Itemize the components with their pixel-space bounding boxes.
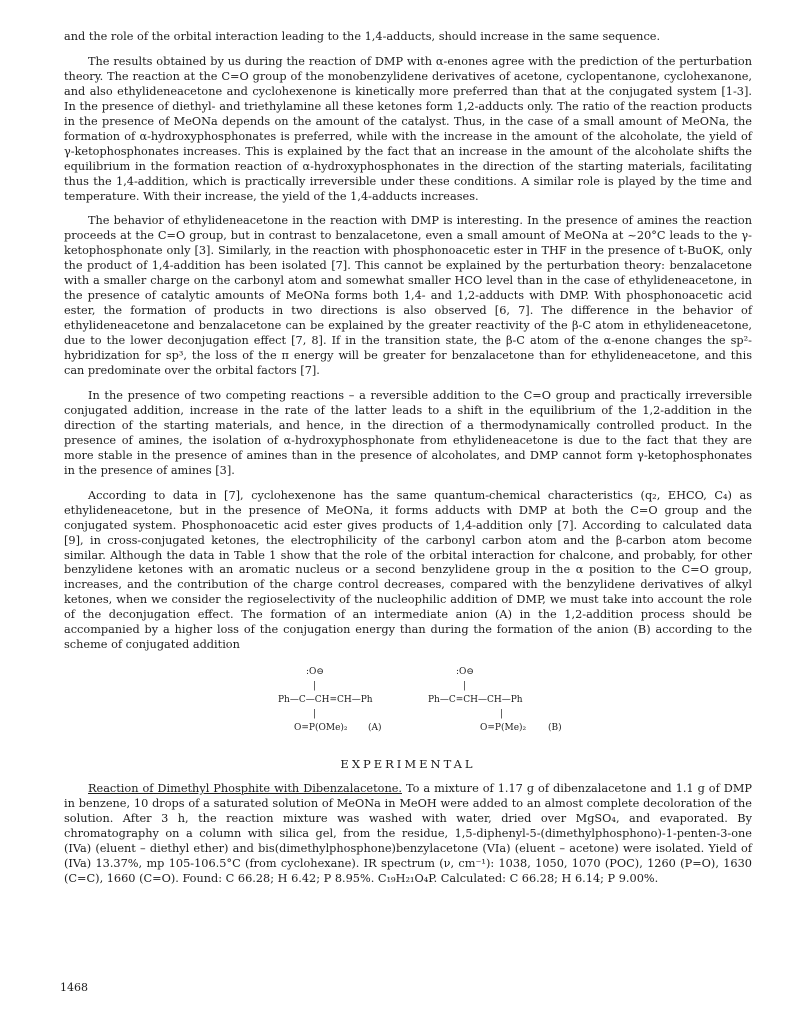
page-number: 1468 [60, 981, 88, 994]
section-heading-experimental: EXPERIMENTAL [340, 757, 476, 772]
experimental-title: Reaction of Dimethyl Phosphite with Dibenzalacetone. [88, 782, 402, 796]
anion-b-phosphonate: O=P(Me)₂ [480, 723, 527, 734]
anion-a-bond-lower: | [313, 709, 317, 720]
paragraph-1: and the role of the orbital interaction leading to the 1,4-adducts, should increase in the same sequence. [64, 30, 661, 43]
paragraph-4: In the presence of two competing reactions – a reversible addition to the C=O group and practically irreversible conjugated addition, increase in the rate of the latter leads to a shift in the equilibrium of the 1,2-addition in the direction of the starting materials, and hence, in the direction of a thermodynamically controlled product. In the presence of amines, the isolation of α-hydroxyphosphonate from ethylideneacetone is due to the fact that they are more stable in the presence of amines than in the presence of alcoholates, and DMP cannot form γ-ketophosphonates in the presence of amines [3]. [64, 388, 752, 477]
anion-b-bond-lower: | [500, 709, 504, 720]
paragraph-5: According to data in [7], cyclohexenone has the same quantum-chemical characteristics (q₂, EHCO, C₄) as ethylideneacetone, but in the presence of MeONa, it forms adducts with DMP at both the C=O group and the conjugated system. Phosphonoacetic acid ester gives products of 1,4-addition only [7]. According to calculated data [9], in cross-conjugated ketones, the electrophilicity of the carbonyl carbon atom and the β-carbon atom become similar. Although the data in Table 1 show that the role of the orbital interaction for chalcone, and probably, for other benzylidene ketones with an aromatic nucleus or a second benzylidene group in the α position to the C=O group, increases, and the contribution of the charge control decreases, compared with the benzylidene derivatives of alkyl ketones, when we consider the regioselectivity of the nucleophilic addition of DMP, we must take into account the role of the deconjugation effect. The formation of an intermediate anion (A) in the 1,2-addition process should be accompanied by a higher loss of the conjugation energy than during the formation of the anion (B) according to the scheme of conjugated addition [64, 488, 752, 652]
experimental-body: To a mixture of 1.17 g of dibenzalacetone and 1.1 g of DMP in benzene, 10 drops of a saturated solution of MeONa in MeOH were added to an almost complete decoloration of the solution. After 3 h, the reaction mixture was washed with water, dried over MgSO₄, and evaporated. By chromatography on a column with silica gel, from the residue, 1,5-diphenyl-5-(dimethylphosphono)-1-penten-3-one (IVa) (eluent – diethyl ether) and bis(dimethylphosphone)benzylacetone (VIa) (eluent – acetone) were isolated. Yield of (IVa) 13.37%, mp 105-106.5°C (from cyclohexane). IR spectrum (ν, cm⁻¹): 1038, 1050, 1070 (POC), 1260 (P=O), 1630 (C=C), 1660 (C=O). Found: C 66.28; H 6.42; P 8.95%. C₁₉H₂₁O₄P. Calculated: C 66.28; H 6.14; P 9.00%. [64, 782, 752, 885]
anion-a-bond: | [313, 681, 317, 692]
anion-b-oxygen: :O⊖ [456, 667, 474, 678]
anion-a-chain: Ph—C—CH=CH—Ph [278, 695, 373, 706]
reaction-scheme [64, 663, 752, 755]
paragraph-2: The results obtained by us during the reaction of DMP with α-enones agree with the prediction of the perturbation theory. The reaction at the C=O group of the monobenzylidene derivatives of acetone, cyclopentanone, cyclohexanone, and also ethylideneacetone and cyclohexenone is kinetically more preferred than that at the conjugated system [1-3]. In the presence of diethyl- and triethylamine all these ketones form 1,2-adducts only. The ratio of the reaction products in the presence of MeONa depends on the amount of the catalyst. Thus, in the case of a small amount of MeONa, the formation of α-hydroxyphosphonates is preferred, while with the increase in the amount of the alcoholate, the yield of γ-ketophosphonates increases. This is explained by the fact that an increase in the amount of the alcoholate shifts the equilibrium in the formation reaction of α-hydroxyphosphonates in the direction of the starting materials, facilitating thus the 1,4-addition, which is practically irreversible under these conditions. A similar role is played by the time and temperature. With their increase, the yield of the 1,4-adducts increases. [64, 54, 752, 203]
anion-b-label: (B) [548, 723, 562, 734]
experimental-paragraph [64, 782, 752, 887]
anion-b-bond: | [463, 681, 467, 692]
anion-a-phosphonate: O=P(OMe)₂ [294, 723, 348, 734]
anion-a-oxygen: :O⊖ [306, 667, 324, 678]
paragraph-3: The behavior of ethylideneacetone in the reaction with DMP is interesting. In the presence of amines the reaction proceeds at the C=O group, but in contrast to benzalacetone, even a small amount of MeONa at ~20°C leads to the γ-ketophosphonate only [3]. Similarly, in the reaction with phosphonoacetic ester in THF in the presence of t-BuOK, only the product of 1,4-addition has been isolated [7]. This cannot be explained by the perturbation theory: benzalacetone with a smaller charge on the carbonyl atom and somewhat smaller HCO level than in the case of ethylideneacetone, in the presence of catalytic amounts of MeONa forms both 1,4- and 1,2-adducts with DMP. With phosphonoacetic acid ester, the formation of products in two directions is also observed [6, 7]. The difference in the behavior of ethylideneacetone and benzalacetone can be explained by the greater reactivity of the β-C atom in ethylideneacetone, due to the lower deconjugation effect [7, 8]. If in the transition state, the β-C atom of the α-enone changes the sp²-hybridization for sp³, the loss of the π energy will be greater for benzalacetone than for ethylideneacetone, and this can predominate over the orbital factors [7]. [64, 214, 752, 378]
anion-a-label: (A) [368, 723, 382, 734]
anion-b-chain: Ph—C=CH—CH—Ph [428, 695, 523, 706]
article-body [64, 30, 752, 897]
